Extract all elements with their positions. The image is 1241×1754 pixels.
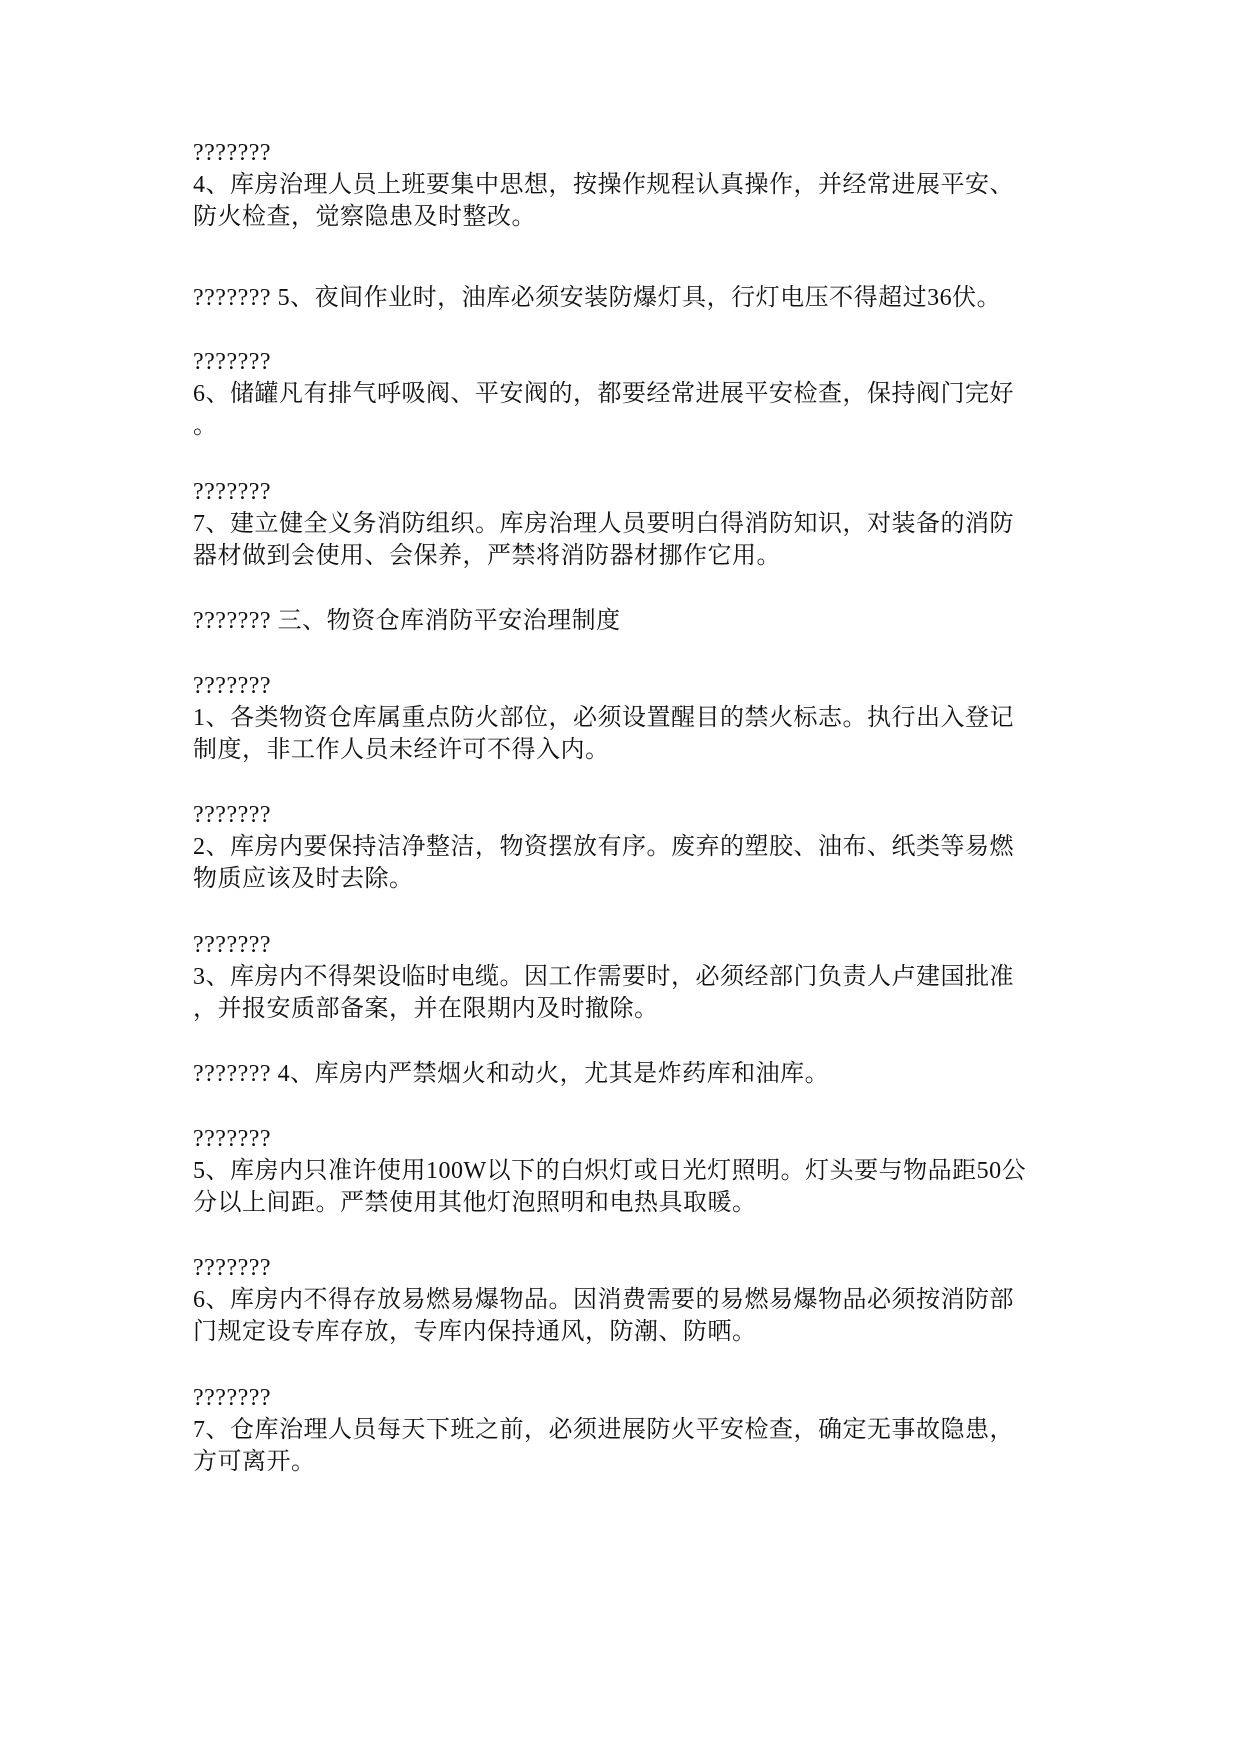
paragraph-line: 。 [193, 413, 218, 439]
paragraph-line: 分以上间距。严禁使用其他灯泡照明和电热具取暖。 [193, 1190, 757, 1216]
paragraph [193, 476, 1053, 572]
paragraph [193, 1123, 1053, 1219]
paragraph-line: ??????? [193, 349, 272, 375]
paragraph [193, 1252, 1053, 1348]
paragraph-line: 器材做到会使用、会保养，严禁将消防器材挪作它用。 [193, 543, 781, 569]
paragraph [193, 929, 1053, 1025]
paragraph-line: 制度，非工作人员未经许可不得入内。 [193, 737, 610, 763]
paragraph-line: ??????? [193, 673, 272, 699]
paragraph [193, 137, 1053, 233]
paragraph-line: 7、建立健全义务消防组织。库房治理人员要明白得消防知识，对装备的消防 [193, 511, 1014, 537]
paragraph [193, 670, 1053, 766]
paragraph [193, 799, 1053, 895]
paragraph-line: 7、仓库治理人员每天下班之前，必须进展防火平安检查，确定无事故隐患， [193, 1417, 1014, 1443]
paragraph-line: ??????? [193, 1126, 272, 1152]
paragraph-line: 2、库房内要保持洁净整洁，物资摆放有序。废弃的塑胶、油布、纸类等易燃 [193, 834, 1014, 860]
paragraph-line: ??????? 4、库房内严禁烟火和动火，尤其是炸药库和油库。 [193, 1061, 830, 1087]
paragraph-line: 门规定设专库存放，专库内保持通风，防潮、防晒。 [193, 1319, 757, 1345]
paragraph-line: ??????? [193, 140, 272, 166]
paragraph-line: 3、库房内不得架设临时电缆。因工作需要时，必须经部门负责人卢建国批准 [193, 964, 1014, 990]
paragraph [193, 346, 1053, 442]
paragraph-line: ??????? [193, 1255, 272, 1281]
paragraph-line: ??????? 三、物资仓库消防平安治理制度 [193, 608, 621, 634]
paragraph-line: ??????? [193, 932, 272, 958]
paragraph-line: 4、库房治理人员上班要集中思想，按操作规程认真操作，并经常进展平安、 [193, 172, 1014, 198]
paragraph-line: 1、各类物资仓库属重点防火部位，必须设置醒目的禁火标志。执行出入登记 [193, 705, 1014, 731]
paragraph [193, 1382, 1053, 1478]
paragraph-line: 6、储罐凡有排气呼吸阀、平安阀的，都要经常进展平安检查，保持阀门完好 [193, 381, 1014, 407]
paragraph-line: ??????? [193, 1385, 272, 1411]
paragraph [193, 1058, 1053, 1090]
paragraph-line: 方可离开。 [193, 1449, 316, 1475]
paragraph-line: ??????? [193, 802, 272, 828]
paragraph [193, 605, 1053, 637]
paragraph-line: ，并报安质部备案，并在限期内及时撤除。 [193, 996, 659, 1022]
paragraph-line: 6、库房内不得存放易燃易爆物品。因消费需要的易燃易爆物品必须按消防部 [193, 1287, 1014, 1313]
paragraph [193, 282, 1053, 314]
paragraph-line: ??????? 5、夜间作业时，油库必须安装防爆灯具，行灯电压不得超过36伏。 [193, 285, 1002, 311]
paragraph-line: ??????? [193, 479, 272, 505]
paragraph-line: 物质应该及时去除。 [193, 866, 414, 892]
paragraph-line: 防火检查，觉察隐患及时整改。 [193, 204, 536, 230]
paragraph-line: 5、库房内只准许使用100W以下的白炽灯或日光灯照明。灯头要与物品距50公 [193, 1158, 1027, 1184]
